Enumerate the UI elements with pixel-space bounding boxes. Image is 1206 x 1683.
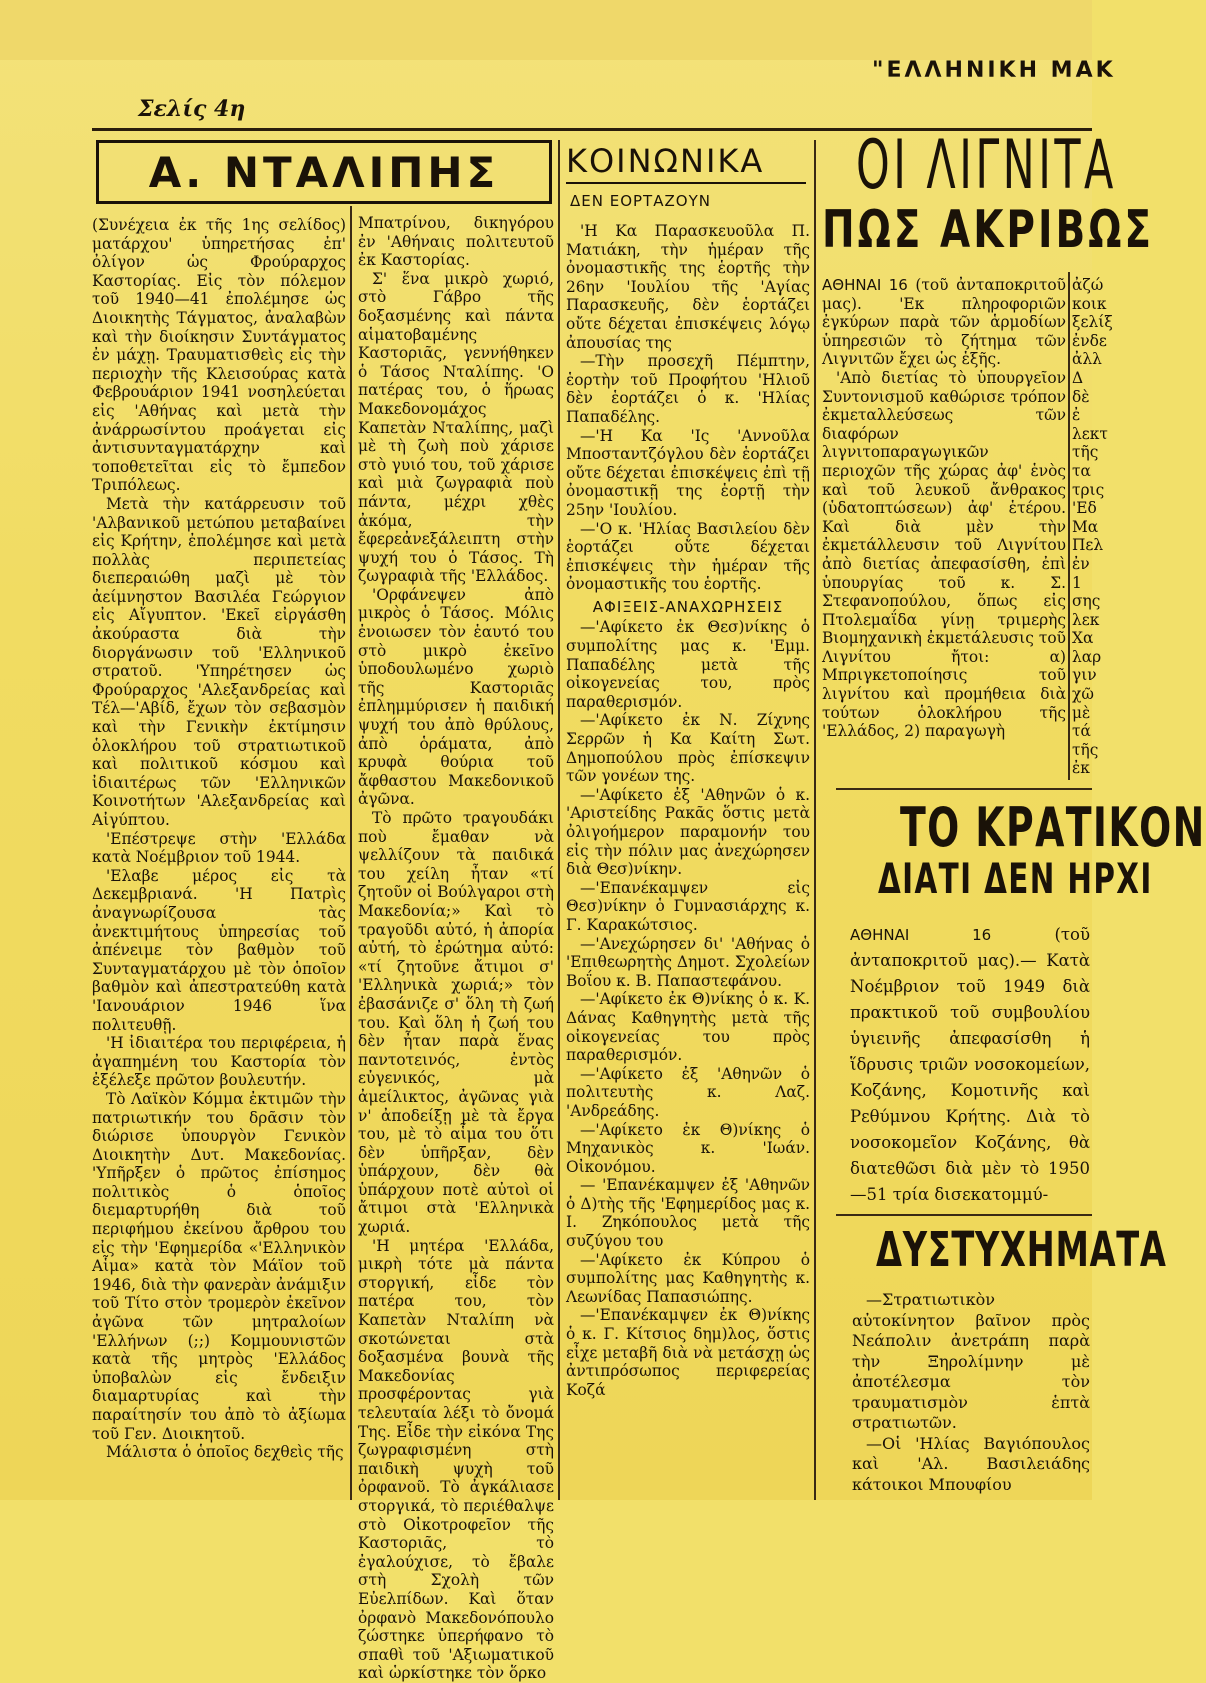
narrow-word: κοικ <box>1072 294 1107 313</box>
koinonika-para: —'Επανέκαμψεν ἐκ Θ)νίκης ὁ κ. Γ. Κίτσιος δημ)λος, ὅστις εἶχε μεταβῆ διὰ νὰ μετάσχῃ ὡς ἀντιπρόσωπος περιφερείας Κοζά <box>566 1306 810 1399</box>
narrow-word: δὲ ἐ <box>1072 387 1090 425</box>
narrow-word: ἐν 1 <box>1072 554 1090 592</box>
narrow-word: γιν <box>1072 666 1097 685</box>
dystychimata-para: —Οἱ 'Ηλίας Βαγιόπουλος καὶ 'Αλ. Βασιλειάδης κάτοικοι Μπουφίου <box>852 1433 1090 1494</box>
narrow-word: σης <box>1072 592 1101 611</box>
lignites-dateline: ΑΘΗΝΑΙ 16 <box>822 276 908 294</box>
koinonika-para: 'Η Κα Παρασκευοῦλα Π. Ματιάκη, τὴν ἡμέραν τῆς ὀνομαστικῆς της ἑορτῆς τὴν 26ην 'Ιουλίου τῆς 'Αγίας Παρασκευῆς, δὲν ἑορτάζει οὔτε δέχεται ἐπισκέψεις λόγῳ ἀπουσίας της <box>566 222 810 352</box>
narrow-word: ἐνδε <box>1072 331 1107 350</box>
narrow-word: ἐκ <box>1072 759 1090 778</box>
ntalipis-para: Μάλιστα ὁ ὁποῖος δεχθεὶς τῆς <box>106 1443 344 1462</box>
ntalipis-para: Μπατρίνου, δικηγόρου ἐν 'Αθήναις πολιτευτοῦ ἐκ Καστορίας. <box>358 214 554 270</box>
narrow-word: ἀλλ <box>1072 350 1102 369</box>
section-rule-kratikon <box>836 788 1092 790</box>
ntalipis-para: 'Ελαβε μέρος εἰς τὰ Δεκεμβριανά. 'Η Πατρὶς ἀναγνωρίζουσα τὰς ἀνεκτιμήτους ὑπηρεσίας τοῦ ἀπένειμε τὸν βαθμὸν τοῦ Συνταγματάρχου μὲ τὸν ὁποῖον βαθμὸν καὶ ἀπεστρατεύθη κατὰ 'Ιανουάριον 1946 ἵνα πολιτευθῇ. <box>92 866 346 1034</box>
kratikon-column <box>850 922 1090 1208</box>
dystychimata-column <box>852 1290 1090 1500</box>
koinonika-para: —'Αφίκετο ἐκ Θ)νίκης ὁ Μηχανικὸς κ. 'Ιωάν. Οἰκονόμου. <box>566 1120 810 1176</box>
ntalipis-para: Τὸ Λαϊκὸν Κόμμα ἐκτιμῶν τὴν πατριωτικήν του δρᾶσιν τὸν διώρισε ὑπουργὸν Γενικὸν Διοικητὴν Δυτ. Μακεδονίας. 'Υπῆρξεν ὁ πρῶτος ἐπίσημος πολιτικὸς ὁ ὁποῖος διεμαρτυρήθη διὰ τοῦ περιφήμου ἐκείνου ἄρθρου του εἰς τὴν 'Εφημερίδα «'Ελληνικὸν Αἷμα» κατὰ τὸν Μάϊον τοῦ 1946, διὰ τὴν φανερὰν ἀνάμιξιν τοῦ Τίτο στὸν τρομερὸν ἐκεῖνον ἀγῶνα τῶν μητραλοίων 'Ελλήνων (;;) Κομμουνιστῶν κατὰ τῆς μητρὸς 'Ελλάδος ὑποβαλὼν εἰς ἔνδειξιν διαμαρτυρίας καὶ τὴν παραίτησίν του ἀπὸ τὸ ἀξίωμα τοῦ Γεν. Διοικητοῦ. <box>92 1089 346 1443</box>
koinonika-para: —'Η Κα 'Ις 'Αννοῦλα Μποσταντζόγλου δὲν ἑορτάζει οὔτε δέχεται ἐπισκέψεις ἐπὶ τῇ ὀνομαστικῇ της ἑορτῇ τὴν 25ην 'Ιουλίου. <box>566 426 810 519</box>
headline-dystychimata: ΔΥΣΤΥΧΗΜΑΤΑ <box>876 1222 1167 1278</box>
koinonika-para: —Τὴν προσεχῆ Πέμπτην, ἑορτὴν τοῦ Προφήτου 'Ηλιοῦ δὲν ἑορτάζει ὁ κ. 'Ηλίας Παπαδέλης. <box>566 352 810 426</box>
koinonika-para: —'Αφίκετο ἐκ Ν. Ζίχνης Σερρῶν ἡ Κα Καίτη Σωτ. Δημοπούλου πρὸς ἐπίσκεψιν τῶν γονέων της. <box>566 711 810 786</box>
narrow-word: Δ <box>1072 368 1084 387</box>
article-ntalipis-col1 <box>92 216 346 1500</box>
headline-ntalipis-text: Α. ΝΤΑΛΙΠΗΣ <box>148 147 500 197</box>
koinonika-para: —'Αφίκετο ἐξ 'Αθηνῶν ὁ πολιτευτὴς κ. Λαζ. 'Ανδρεάδης. <box>566 1064 810 1120</box>
lignites-para: 'Απὸ διετίας τὸ ὑπουργεῖον Συντονισμοῦ καθώρισε τρόπον ἐκμεταλλεύσεως τῶν διαφόρων λιγνιτοπαραγωγικῶν περιοχῶν τῆς χώρας ἀφ' ἑνὸς καὶ τοῦ λευκοῦ ἄνθρακος (ὑδατοπτώσεων) ἀφ' ἑτέρου. Καὶ διὰ μὲν τὴν ἐκμετάλλευσιν τοῦ Λιγνίτου ἀπὸ διετίας ἀπεφασίσθη, ἐπὶ ὑπουργίας τοῦ κ. Σ. Στεφανοπούλου, ὅπως εἰς Πτολεμαΐδα γίνῃ τριμερὴς Βιομηχανικὴ ἐκμετάλευσις τοῦ Λιγνίτου ἤτοι: α) Μπριγκετοποίησις τοῦ λιγνίτου καὶ προμήθεια διὰ τούτων ὁλοκλήρου τῆς 'Ελλάδος, 2) παραγωγὴ <box>822 368 1066 741</box>
koinonika-para: —'Αφίκετο ἐξ 'Αθηνῶν ὁ κ. 'Αριστείδης Ρακᾶς ὅστις μετὰ ὀλιγοήμερον παραμονήν του εἰς τὴν πόλιν μας ἀνεχώρησεν διὰ Θεσ)νίκην. <box>566 785 810 879</box>
narrow-word: λεκ <box>1072 610 1100 629</box>
koinonika-column <box>566 222 810 1500</box>
ntalipis-para: 'Ορφάνεψεν ἀπὸ μικρὸς ὁ Τάσος. Μόλις ἐνοιωσεν τὸν ἑαυτό του στὸ μικρὸ ἐκεῖνο ὑποδουλωμένο χωριὸ τῆς Καστοριᾶς ἐπλημμύρισεν ἡ παιδική ψυχή του ἀπὸ θρύλους, ἀπὸ ὁράματα, ἀπὸ κρυφὰ θούρια τοῦ ἄφθαστου Μακεδονικοῦ ἀγῶνα. <box>358 585 554 809</box>
lignites-column <box>822 276 1066 782</box>
kratikon-para <box>850 922 1090 1208</box>
narrow-word: Πελ <box>1072 536 1104 555</box>
narrow-word: τα <box>1072 461 1091 480</box>
narrow-word: τρις <box>1072 480 1105 499</box>
ntalipis-para: Μετὰ τὴν κατάρρευσιν τοῦ 'Αλβανικοῦ μετώπου μεταβαίνει εἰς Κρήτην, ἐπολέμησε καὶ μετὰ πολλὰς περιπετείας διεπεραιώθη μαζὶ μὲ τὸν ἀείμνηστον Βασιλέα Γεώργιον εἰς Αἴγυπτον. 'Εκεῖ εἰργάσθη ἀκούραστα διὰ τὴν διοργάνωσιν τοῦ 'Ελληνικοῦ στρατοῦ. 'Υπηρέτησεν ὡς Φρούραρχος 'Αλεξανδρείας καὶ Τέλ—'Αβίδ, ἔχων τὸν σεβασμὸν καὶ τὴν Γενικὴν ἐκτίμησιν ὁλοκλήρου τοῦ στρατιωτικοῦ καὶ πολιτικοῦ κόσμου καὶ ἰδιαιτέρως τῶν 'Ελληνικῶν Κοινοτήτων 'Αλεξανδρείας καὶ Αἰγύπτου. <box>92 494 346 829</box>
section-rule-dyst <box>836 1214 1092 1216</box>
koinonika-para: —'Αφίκετο ἐκ Θεσ)νίκης ὁ συμπολίτης μας κ. 'Εμμ. Παπαδέλης μετὰ τῆς οἰκογενείας του, πρὸς παραθερισμόν. <box>566 618 810 711</box>
subheading-afixeis: ΑΦΙΞΕΙΣ-ΑΝΑΧΩΡΗΣΕΙΣ <box>592 597 784 616</box>
lignites-para <box>822 276 1066 369</box>
column-rule-2 <box>558 140 560 1500</box>
narrow-word: 'Εδ <box>1072 499 1097 518</box>
koinonika-para: —'Ανεχώρησεν δι' 'Αθήνας ὁ 'Επιθεωρητὴς Δημοτ. Σχολείων Βοΐου κ. Β. Παπαστεφάνου. <box>566 934 810 990</box>
narrow-word: ξελίξ <box>1072 313 1113 332</box>
narrow-word: χῶ <box>1072 685 1094 704</box>
column-rule-1 <box>350 206 352 1500</box>
narrow-word: τῆς <box>1072 740 1099 759</box>
koinonika-para: —'Αφίκετο ἐκ Θ)νίκης ὁ κ. Κ. Δάνας Καθηγητὴς μετὰ τῆς οἰκογενείας του πρὸς παραθερισμόν. <box>566 990 810 1065</box>
dystychimata-para: —Στρατιωτικὸν αὐτοκίνητον βαῖνον πρὸς Νεάπολιν ἀνετράπη παρὰ τὴν Ξηρολίμνην μὲ ἀποτέλεσμα τὸν τραυματισμὸν ἑπτὰ στρατιωτῶν. <box>852 1290 1090 1432</box>
headline-pos-akrivos: ΠΩΣ ΑΚΡΙΒΩΣ <box>822 200 1155 260</box>
ntalipis-para: 'Η μητέρα 'Ελλάδα, μικρὴ τότε μὰ πάντα στοργική, εἶδε τὸν πατέρα του, τὸν Καπετὰν Νταλίπη νὰ σκοτώνεται στὰ δοξασμένα βουνὰ τῆς Μακεδονίας προσφέροντας γιὰ τελευταία λέξι τὸ ὄνομά Της. Εἶδε τὴν εἰκόνα Της ζωγραφισμένη στὴ παιδικὴ ψυχὴ τοῦ ὀρφανοῦ. Τὸ ἀγκάλιασε στοργικά, τὸ περιέθαλψε στὸ Οἰκοτροφεῖον τῆς Καστοριᾶς, τὸ ἐγαλούχισε, τὸ ἔβαλε στὴ Σχολὴ τῶν Εὐελπίδων. Καὶ ὅταν ὀρφανὸ Μακεδονόπουλο ζώστηκε ὑπερήφανο τὸ σπαθὶ τοῦ 'Αξιωματικοῦ καὶ ὡρκίστηκε τὸν ὅρκο <box>358 1236 554 1683</box>
page-top-margin <box>0 0 1092 60</box>
kratikon-text: (τοῦ ἀνταποκριτοῦ μας).— Κατὰ Νοέμβριον τοῦ 1949 διὰ πρακτικοῦ τοῦ συμβουλίου ὑγιεινῆς ἀπεφασίσθη ἡ ἵδρυσις τριῶν νοσοκομείων, Κοζάνης, Κομοτινῆς καὶ Ρεθύμνου Κρήτης. Διὰ τὸ νοσοκομεῖον Κοζάνης, θὰ διατεθῶσι διὰ μὲν τὸ 1950—51 τρία δισεκατομμύ- <box>850 925 1091 1204</box>
headline-lignites: ΟΙ ΛΙΓΝΙΤΑ <box>856 126 1117 205</box>
headline-kratikon: ΤΟ ΚΡΑΤΙΚΟΝ <box>900 796 1206 859</box>
kratikon-dateline: ΑΘΗΝΑΙ 16 <box>850 926 992 944</box>
lignites-text: (τοῦ ἀνταποκριτοῦ μας). 'Εκ πληροφοριῶν ἐγκύρων παρὰ τῶν ἁρμοδίων ὑπηρεσιῶν τὸ ζήτημα τῶν Λιγνιτῶν ἔχει ὡς ἑξῆς. <box>822 276 1066 369</box>
article-ntalipis-col2 <box>358 214 554 1683</box>
narrow-word: τῆς <box>1072 443 1099 462</box>
narrow-word: τά <box>1072 722 1091 741</box>
column-rule-4 <box>1068 272 1070 780</box>
ntalipis-para: 'Η ἰδιαιτέρα του περιφέρεια, ἡ ἀγαπημένη του Καστορία τὸν ἐξέλεξε πρῶτον βουλευτήν. <box>92 1034 346 1090</box>
narrow-word: ἀζώ <box>1072 276 1104 294</box>
subheading-den-eortazoun: ΔΕΝ ΕΟΡΤΑΖΟΥΝ <box>570 192 711 210</box>
narrow-word: Χα <box>1072 629 1094 648</box>
lignites-narrow-column <box>1072 276 1113 782</box>
headline-diati-den: ΔΙΑΤΙ ΔΕΝ ΗΡΧΙ <box>878 854 1153 903</box>
narrow-word: λεκτ <box>1072 424 1108 443</box>
koinonika-para: —'Επανέκαμψεν εἰς Θεσ)νίκην ὁ Γυμνασιάρχης κ. Γ. Καρακώτσιος. <box>566 878 810 934</box>
narrow-word: Μα <box>1072 517 1099 536</box>
koinonika-para: —'Ο κ. 'Ηλίας Βασιλείου δὲν ἑορτάζει οὔτε δέχεται ἐπισκέψεις τὴν ἡμέραν τῆς ὀνομαστικῆς του ἑορτῆς. <box>566 519 810 594</box>
ntalipis-para: Τὸ πρῶτο τραγουδάκι ποὺ ἔμαθαν νὰ ψελλίζουν τὰ παιδικά του χείλη ἦταν «τί ζητοῦν οἱ Βούλγαροι στὴ Μακεδονία;» Καὶ τὸ τραγοῦδι αὐτό, ἡ ἀπορία αὐτή, τὸ ἐρώτημα αὐτό: «τί ζητοῦνε ἄτιμοι σ' 'Ελληνικὰ χωριά;» τὸν ἐβασάνιζε σ' ὅλη τὴ ζωή του. Καὶ ὅλη ἡ ζωή του δὲν ἦταν παρὰ ἕνας παντοτεινός, ἐντὸς εὐγενικός, μὰ ἀμείλικτος, ἀγῶνας γιὰ ν' ἀποδείξῃ μὲ τὰ ἔργα του, μὲ τὸ αἷμα του ὅτι δὲν ὑπῆρξαν, δὲν ὑπάρχουν, δὲν θὰ ὑπάρχουν ποτὲ αὐτοὶ οἱ ἄτιμοι στὰ 'Ελληνικὰ χωριά. <box>358 809 554 1237</box>
narrow-word: μὲ <box>1072 703 1091 722</box>
headline-ntalipis <box>96 140 552 204</box>
column-rule-3 <box>814 140 816 1500</box>
ntalipis-para: 'Επέστρεψε στὴν 'Ελλάδα κατὰ Νοέμβριον τοῦ 1944. <box>92 829 346 867</box>
ntalipis-para: (Συνέχεια ἐκ τῆς 1ης σελίδος) ματάρχου' ὑπηρετήσας ἐπ' ὀλίγον ὡς Φρούραρχος Καστορίας. Εἰς τὸν πόλεμον τοῦ 1940—41 ἐπολέμησε ὡς Διοικητὴς Τάγματος, ἀναλαβὼν καὶ τὴν διοίκησιν Συντάγματος ἐν μάχῃ. Τραυματισθεὶς εἰς τὴν περιοχὴν τῆς Κλεισούρας κατὰ Φεβρουάριον 1941 νοσηλεύεται εἰς 'Αθήνας καὶ μετὰ τὴν ἀνάρρωσίντου προάγεται εἰς ἀντισυνταγματάρχην καὶ τοποθετεῖται εἰς τὸ ἔμπεδον Τριπόλεως. <box>92 216 346 495</box>
koinonika-para: — 'Επανέκαμψεν ἐξ 'Αθηνῶν ὁ Δ)τὴς τῆς 'Εφημερίδος μας κ. Ι. Ζηκόπουλος μετὰ τῆς συζύγου του <box>566 1176 810 1251</box>
masthead: "ΕΛΛΗΝΙΚΗ ΜΑΚ <box>872 58 1116 83</box>
headline-koinonika: ΚΟΙΝΩΝΙΚΑ <box>566 142 806 184</box>
koinonika-para: —'Αφίκετο ἐκ Κύπρου ὁ συμπολίτης μας Καθηγητὴς κ. Λεωνίδας Παπασιώπης. <box>566 1250 810 1306</box>
page-number: Σελίς 4η <box>138 96 246 122</box>
ntalipis-para: Σ' ἕνα μικρὸ χωριό, στὸ Γάβρο τῆς δοξασμένης καὶ πάντα αἱματοβαμένης Καστοριᾶς, γεννήθηκεν ὁ Τάσος Νταλίπης. 'Ο πατέρας του, ὁ ἥρωας Μακεδονομάχος Καπετὰν Νταλίπης, μαζὶ μὲ τὴ ζωὴ ποὺ χάρισε στὸ γυιό του, τοῦ χάρισε καὶ μιὰ ζωγραφιὰ ποὺ πάντα, μέχρι χθὲς ἀκόμα, τὴν ἔφερεἀνεξάλειπτη στὴν ψυχή του ὁ Τάσος. Τὴ ζωγραφιὰ τῆς 'Ελλάδος. <box>358 269 554 586</box>
narrow-word: λαρ <box>1072 647 1102 666</box>
